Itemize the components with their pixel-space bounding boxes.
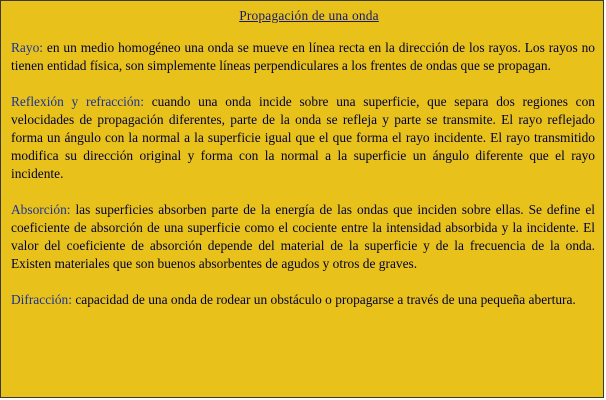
definition-absorcion: las superficies absorben parte de la energía de las ondas que inciden sobre ellas. Se define el coeficiente de absorción de una superficie como el cociente entre la intensidad absorbida y la incidente. El valor del coeficiente de absorción depende del material de la superficie y de la frecuencia de la onda. Existen materiales que son buenos absorbentes de agudos y otros de graves. <box>11 202 595 271</box>
section-absorcion <box>11 201 595 273</box>
term-absorcion: Absorción: <box>11 202 71 217</box>
section-rayo <box>11 39 595 75</box>
section-difraccion <box>11 291 595 309</box>
term-difraccion: Difracción: <box>11 292 72 307</box>
term-rayo: Rayo: <box>11 40 43 55</box>
section-reflexion-refraccion <box>11 93 595 183</box>
definition-difraccion: capacidad de una onda de rodear un obstáculo o propagarse a través de una pequeña abertura. <box>71 292 576 307</box>
definition-rayo: en un medio homogéneo una onda se mueve en línea recta en la dirección de los rayos. Los rayos no tienen entidad física, son simplemente líneas perpendiculares a los frentes de ondas que se propagan. <box>11 40 595 73</box>
page-title-text: Propagación de una onda <box>239 8 379 23</box>
term-reflexion-refraccion: Reflexión y refracción: <box>11 94 144 109</box>
definition-reflexion-refraccion: cuando una onda incide sobre una superficie, que separa dos regiones con velocidades de propagación diferentes, parte de la onda se refleja y parte se transmite. El rayo reflejado forma un ángulo con la normal a la superficie igual que el que forma el rayo incidente. El rayo transmitido modifica su dirección original y forma con la normal a la superficie un ángulo diferente que el rayo incidente. <box>11 94 595 181</box>
page-title <box>11 7 595 25</box>
